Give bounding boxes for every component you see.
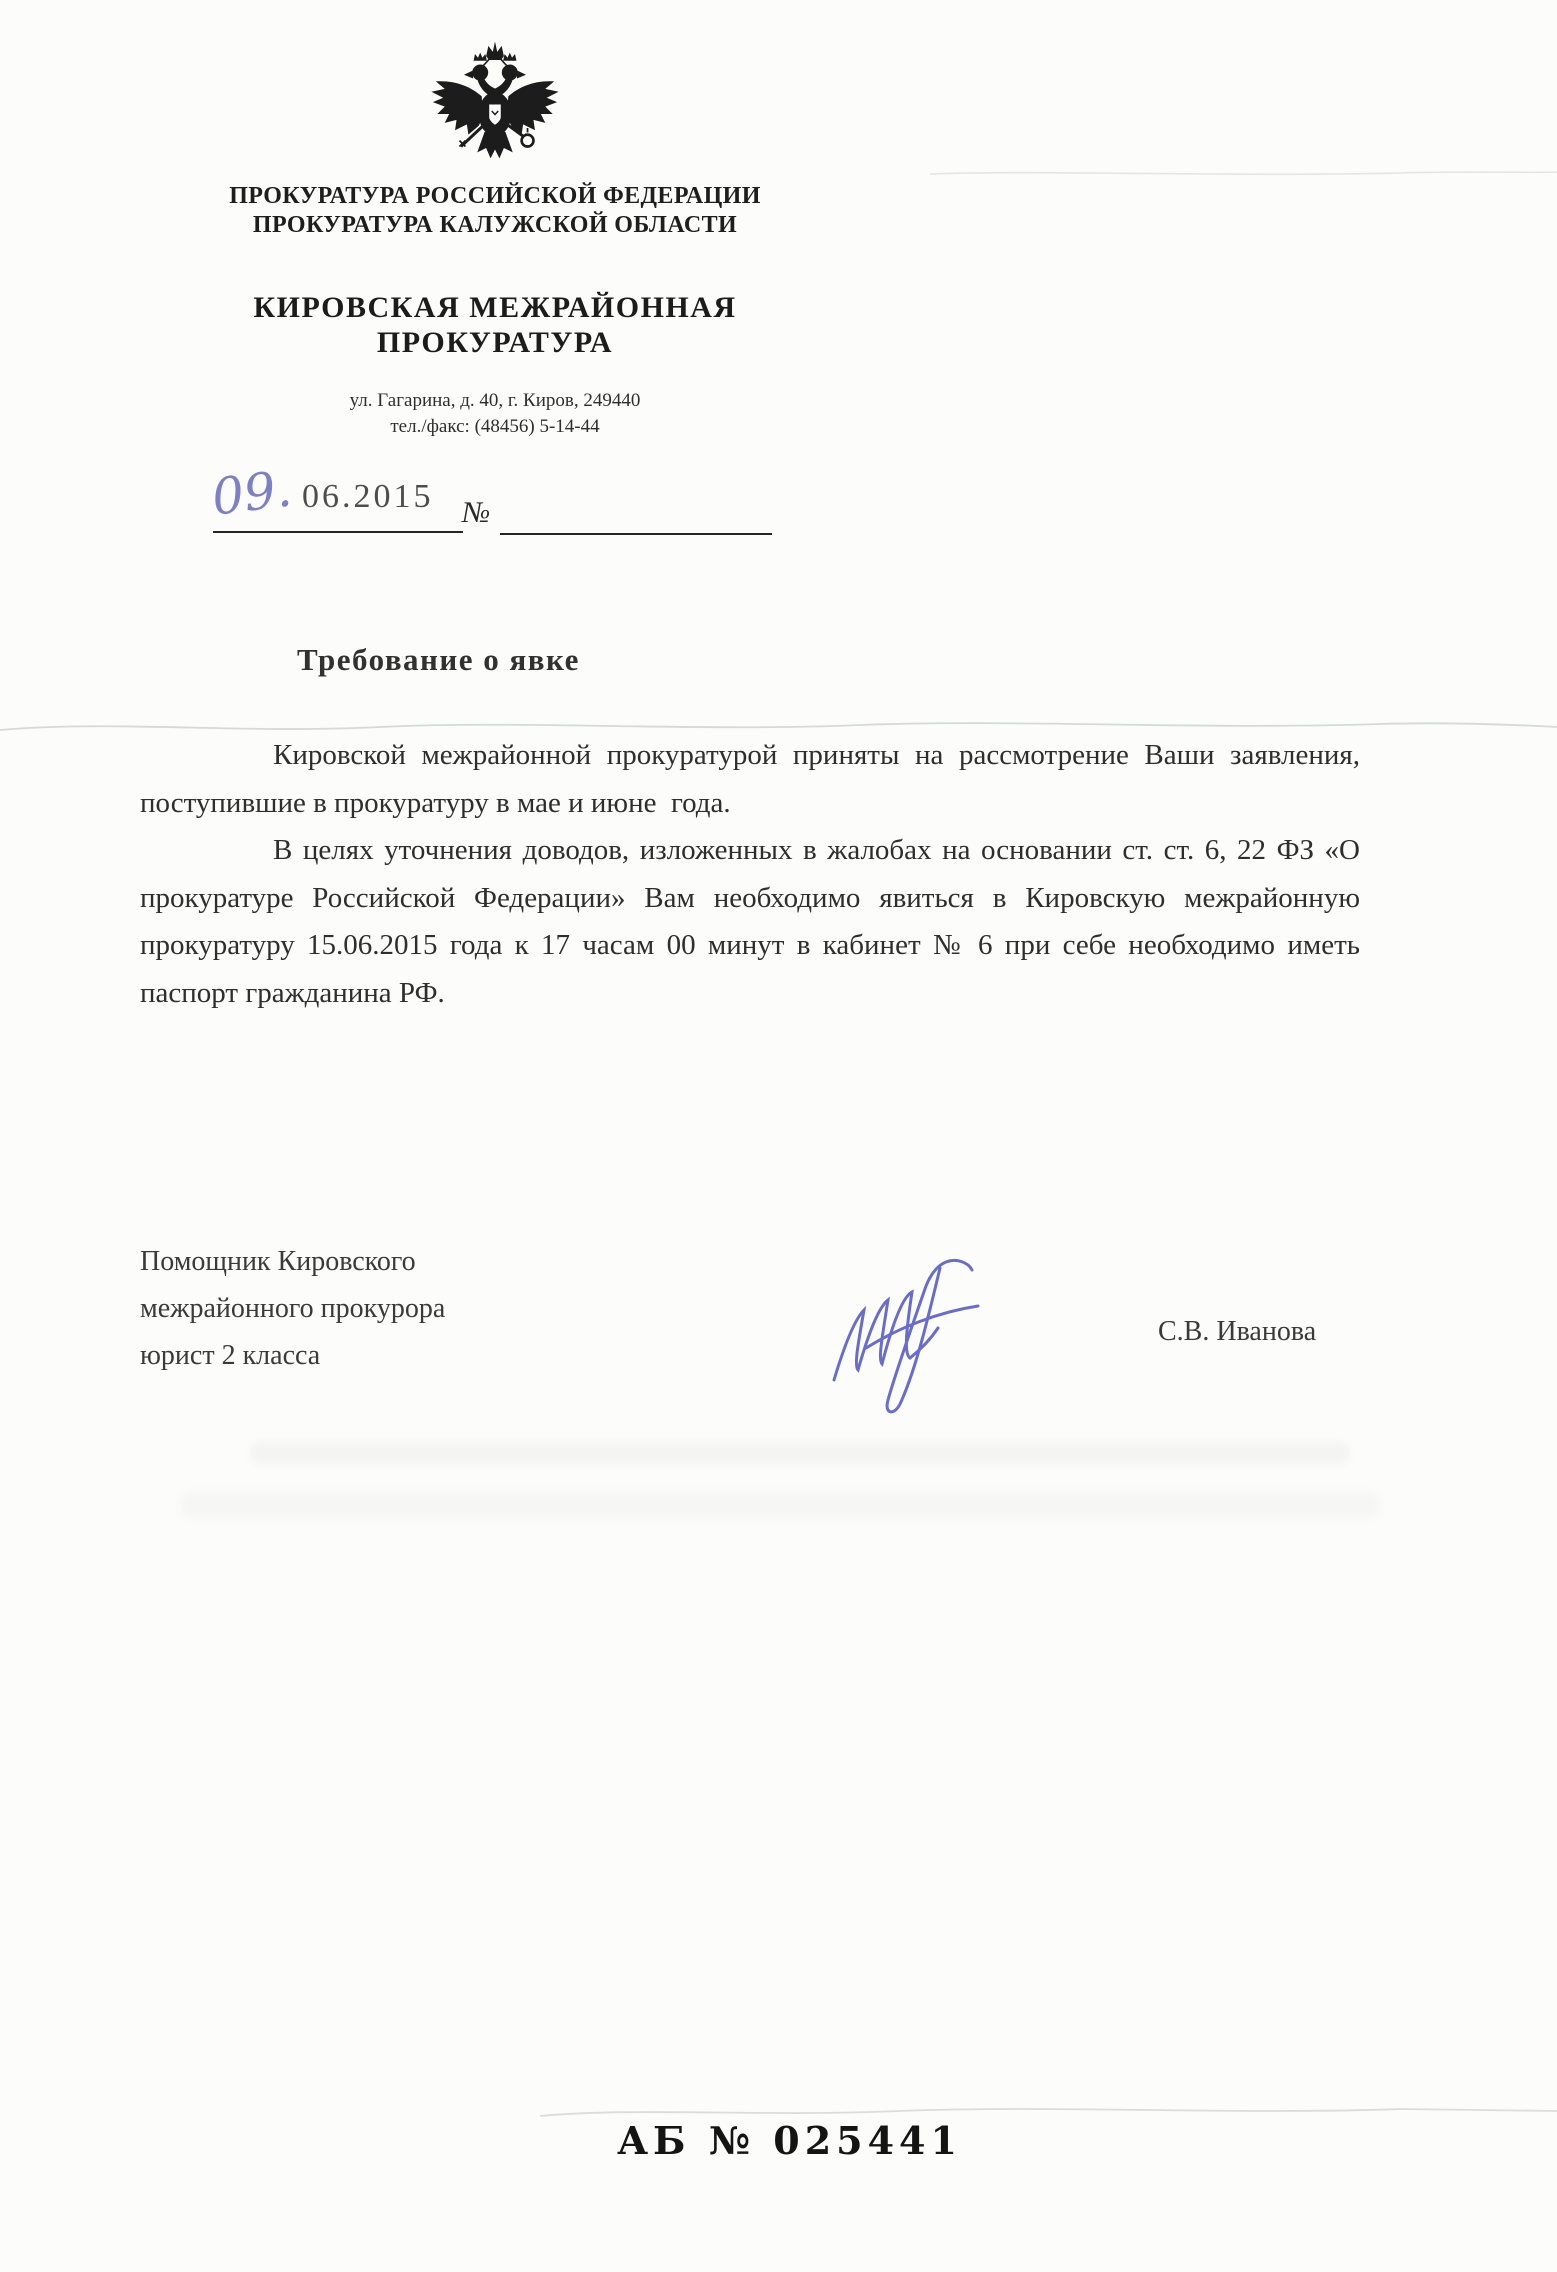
office-name-line2: ПРОКУРАТУРА xyxy=(376,326,614,359)
document-title: Требование о явке xyxy=(297,642,580,677)
document-number-underline xyxy=(500,533,772,535)
body-paragraph-1: Кировской межрайонной прокуратурой приняты на рассмотрение Ваши заявления, поступившие в прокуратуру в мае и июне года. xyxy=(140,739,1360,819)
handwritten-day: 09. xyxy=(208,459,295,527)
signer-position-line1: Помощник Кировского xyxy=(140,1246,416,1277)
document-body xyxy=(140,732,1360,1017)
scan-streak-top xyxy=(930,166,1557,182)
office-name-block xyxy=(150,290,840,360)
document-number-sign: № xyxy=(462,496,491,529)
signer-position-block xyxy=(140,1238,445,1379)
office-address: ул. Гагарина, д. 40, г. Киров, 249440 xyxy=(349,390,641,411)
signer-name: С.В. Иванова xyxy=(1158,1316,1317,1347)
scan-smudge xyxy=(180,1492,1380,1518)
body-paragraph-2: В целях уточнения доводов, изложенных в жалобах на основании ст. ст. 6, 22 ФЗ «О прокуратуре Российской Федерации» Вам необходимо явиться в Кировскую межрайонную прокуратуру 15.06.2015 года к 17 часам 00 минут в кабинет № 6 при себе необходимо иметь паспорт гражданина РФ. xyxy=(140,834,1360,1009)
handwritten-signature-icon xyxy=(822,1252,1022,1432)
date-underline xyxy=(213,531,463,533)
form-serial-number: АБ № 025441 xyxy=(617,2118,962,2163)
office-address-block xyxy=(150,388,840,440)
signer-position-line2: межрайонного прокурора xyxy=(140,1293,446,1324)
typed-date: 06.2015 xyxy=(302,478,434,515)
signer-position-line3: юрист 2 класса xyxy=(140,1340,321,1371)
org-name-federation: ПРОКУРАТУРА РОССИЙСКОЙ ФЕДЕРАЦИИ xyxy=(229,183,761,209)
office-phone: тел./факс: (48456) 5-14-44 xyxy=(390,416,600,437)
scan-smudge xyxy=(250,1442,1350,1464)
org-name-region: ПРОКУРАТУРА КАЛУЖСКОЙ ОБЛАСТИ xyxy=(252,212,738,238)
office-name-line1: КИРОВСКАЯ МЕЖРАЙОННАЯ xyxy=(253,291,737,324)
russia-coat-of-arms-double-headed-eagle-icon xyxy=(420,40,570,182)
letterhead xyxy=(150,40,840,440)
